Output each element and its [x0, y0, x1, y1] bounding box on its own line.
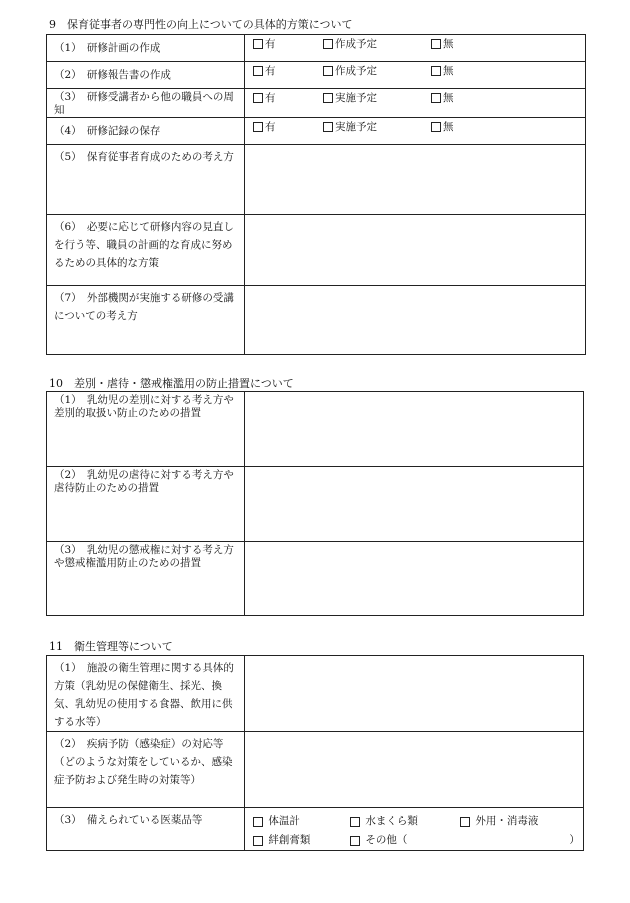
checkbox-icon[interactable] [323, 122, 333, 132]
s9-row-1-opt-3[interactable]: 無 [431, 35, 454, 53]
s11-row-1-answer[interactable] [245, 656, 584, 732]
checkbox-icon[interactable] [253, 817, 263, 827]
s9-row-7-answer[interactable] [245, 286, 586, 355]
s11-medicine-options [245, 808, 584, 851]
checkbox-icon[interactable] [253, 66, 263, 76]
s9-row-2-opt-1[interactable]: 有 [253, 62, 323, 80]
s9-row-7-label: （7） 外部機関が実施する研修の受講についての考え方 [47, 286, 245, 355]
s9-row-4-opt-1[interactable]: 有 [253, 118, 323, 136]
s10-row-3-label: （3） 乳幼児の懲戒権に対する考え方や懲戒権濫用防止のための措置 [47, 542, 245, 616]
section-9-title: 9 保育従事者の専門性の向上についての具体的方策について [49, 18, 353, 31]
s9-row-3-opt-3[interactable]: 無 [431, 89, 454, 107]
checkbox-icon[interactable] [323, 66, 333, 76]
s9-row-6-answer[interactable] [245, 215, 586, 286]
checkbox-icon[interactable] [350, 817, 360, 827]
section-10-table [46, 391, 584, 616]
s9-row-1-opt-2[interactable]: 作成予定 [323, 35, 431, 53]
s9-row-4-opt-2[interactable]: 実施予定 [323, 118, 431, 136]
s11-row-1-label: （1） 施設の衛生管理に関する具体的方策（乳幼児の保健衛生、採光、換気、乳幼児の使用する食器、飲用に供する水等） [47, 656, 245, 732]
medicine-bandage[interactable]: 絆創膏類 [253, 831, 336, 850]
s10-row-1-answer[interactable] [245, 392, 584, 467]
s10-row-3-answer[interactable] [245, 542, 584, 616]
medicine-thermometer[interactable]: 体温計 [253, 812, 336, 831]
s9-row-3-opt-1[interactable]: 有 [253, 89, 323, 107]
s9-row-3-opt-2[interactable]: 実施予定 [323, 89, 431, 107]
checkbox-icon[interactable] [431, 66, 441, 76]
section-11-title: 11 衛生管理等について [49, 640, 173, 653]
s11-row-2-answer[interactable] [245, 732, 584, 808]
checkbox-icon[interactable] [253, 39, 263, 49]
section-11-table [46, 655, 584, 851]
medicine-other-close: ） [569, 834, 580, 846]
s10-row-1-label: （1） 乳幼児の差別に対する考え方や差別的取扱い防止のための措置 [47, 392, 245, 467]
s9-row-5-answer[interactable] [245, 145, 586, 215]
s9-row-1-options [245, 35, 586, 62]
checkbox-icon[interactable] [431, 93, 441, 103]
s9-row-1-label: （1） 研修計画の作成 [47, 35, 245, 62]
s9-row-2-options [245, 62, 586, 89]
section-9-table [46, 34, 586, 355]
checkbox-icon[interactable] [253, 93, 263, 103]
checkbox-icon[interactable] [323, 39, 333, 49]
s9-row-4-label: （4） 研修記録の保存 [47, 118, 245, 145]
checkbox-icon[interactable] [253, 122, 263, 132]
medicine-other[interactable]: その他（ [350, 831, 407, 850]
s9-row-2-label: （2） 研修報告書の作成 [47, 62, 245, 89]
s9-row-2-opt-2[interactable]: 作成予定 [323, 62, 431, 80]
s9-row-1-opt-1[interactable]: 有 [253, 35, 323, 53]
checkbox-icon[interactable] [431, 39, 441, 49]
section-10-title: 10 差別・虐待・懲戒権濫用の防止措置について [49, 377, 294, 390]
checkbox-icon[interactable] [460, 817, 470, 827]
s9-row-2-opt-3[interactable]: 無 [431, 62, 454, 80]
medicine-disinfectant[interactable]: 外用・消毒液 [460, 812, 538, 831]
s9-row-5-label: （5） 保育従事者育成のための考え方 [47, 145, 245, 215]
checkbox-icon[interactable] [350, 836, 360, 846]
s9-row-3-label: （3） 研修受講者から他の職員への周知 [47, 89, 245, 118]
s9-row-4-options [245, 118, 586, 145]
s9-row-6-label: （6） 必要に応じて研修内容の見直しを行う等、職員の計画的な育成に努めるための具体的な方策 [47, 215, 245, 286]
checkbox-icon[interactable] [323, 93, 333, 103]
checkbox-icon[interactable] [253, 836, 263, 846]
s10-row-2-answer[interactable] [245, 467, 584, 542]
s9-row-3-options [245, 89, 586, 118]
s11-row-2-label: （2） 疾病予防（感染症）の対応等（どのような対策をしているか、感染症予防および発生時の対策等） [47, 732, 245, 808]
medicine-ice-pillow[interactable]: 水まくら類 [350, 812, 446, 831]
checkbox-icon[interactable] [431, 122, 441, 132]
medicine-other-blank[interactable] [421, 831, 569, 850]
s11-row-3-label: （3） 備えられている医薬品等 [47, 808, 245, 851]
s10-row-2-label: （2） 乳幼児の虐待に対する考え方や虐待防止のための措置 [47, 467, 245, 542]
s9-row-4-opt-3[interactable]: 無 [431, 118, 454, 136]
